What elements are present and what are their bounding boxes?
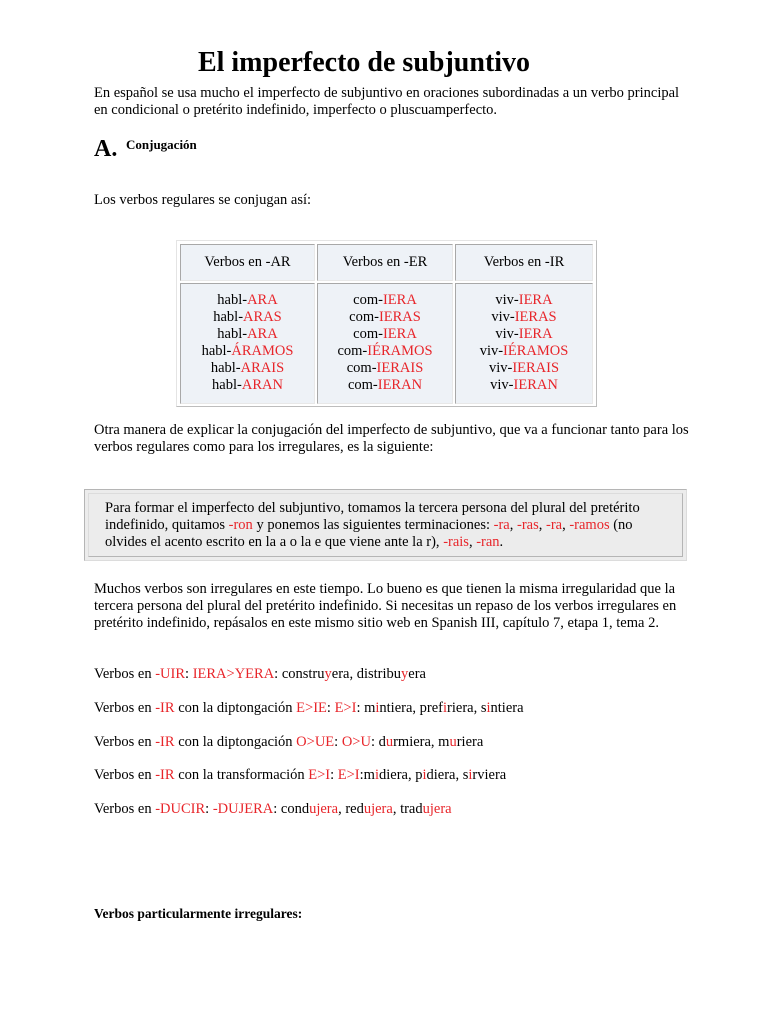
text-segment: Para formar el imperfecto del subjuntivo, tomamos la tercera persona del plural del pretérito indefinido, quitamos <box>105 500 640 533</box>
conjugation-form <box>318 360 452 377</box>
conjugation-form <box>456 360 592 377</box>
text-segment: Verbos en <box>94 700 156 716</box>
text-segment: (no olvides el acento escrito en la a o la e que viene ante la r), <box>105 517 633 550</box>
alternative-explanation-paragraph: Otra manera de explicar la conjugación del imperfecto de subjuntivo, que va a funcionar tanto para los verbos regulares como para los irregulares, es la siguiente: <box>94 422 689 455</box>
text-segment: : <box>330 767 338 783</box>
text-segment: Verbos en <box>94 666 156 682</box>
text-segment: diera, s <box>426 767 469 783</box>
conjugation-form <box>318 343 452 360</box>
verb-ending: IERA <box>518 326 553 342</box>
particularly-irregular-heading: Verbos particularmente irregulares: <box>94 906 303 921</box>
highlight-text: O>UE <box>296 734 335 750</box>
conjugation-form <box>181 326 314 343</box>
verb-stem: viv- <box>491 309 515 325</box>
conjugation-table <box>176 240 597 407</box>
text-segment: era, distribu <box>331 666 402 682</box>
text-segment: : d <box>370 734 386 750</box>
text-segment: : <box>334 734 342 750</box>
page-title: El imperfecto de subjuntivo <box>197 47 531 78</box>
conjugation-form <box>181 360 314 377</box>
highlight-text: -IR <box>155 700 175 716</box>
section-a-letter: A. <box>94 136 118 162</box>
text-segment: diera, p <box>378 767 423 783</box>
highlight-text: u <box>385 734 394 750</box>
highlight-text: i <box>375 700 380 716</box>
highlight-text: -ras <box>516 517 539 533</box>
verb-stem: com- <box>346 360 377 376</box>
verb-stem: com- <box>347 377 378 393</box>
verb-ending: IERA <box>382 292 417 308</box>
text-segment: ntiera, pref <box>379 700 444 716</box>
verb-stem: viv- <box>495 292 519 308</box>
highlight-text: -ran <box>476 534 500 550</box>
verb-stem: com- <box>337 343 368 359</box>
conjugation-form <box>456 343 592 360</box>
highlight-text: -DUCIR <box>155 801 206 817</box>
verb-ending: IERA <box>382 326 417 342</box>
highlight-text: y <box>401 666 409 682</box>
conjugation-form <box>181 377 314 394</box>
highlight-text: -ra <box>493 517 510 533</box>
verb-ending: ARA <box>247 326 278 342</box>
highlight-text: -ron <box>228 517 253 533</box>
text-segment: era <box>408 666 426 682</box>
highlight-text: ujera <box>363 801 393 817</box>
text-segment: , <box>509 517 517 533</box>
table-header-ar: Verbos en -AR <box>180 244 315 281</box>
text-segment: : cond <box>273 801 310 817</box>
text-segment: , <box>468 534 477 550</box>
section-a-title: Conjugación <box>126 137 197 152</box>
highlight-text: u <box>449 734 457 750</box>
conjugation-form <box>318 309 452 326</box>
text-segment: rmiera, m <box>393 734 450 750</box>
verb-ending: ARAN <box>241 377 283 393</box>
verb-stem: habl- <box>217 326 248 342</box>
verb-ending: IÉRAMOS <box>503 343 569 359</box>
text-segment: : <box>185 666 193 682</box>
highlight-text: -IR <box>155 767 175 783</box>
highlight-text: i <box>443 700 448 716</box>
conjugation-form <box>181 343 314 360</box>
text-segment: riera, s <box>447 700 487 716</box>
verb-ending: IERAN <box>513 377 558 393</box>
verb-stem: habl- <box>210 360 241 376</box>
text-segment: : <box>205 801 213 817</box>
verb-stem: com- <box>353 292 383 308</box>
highlight-text: ujera <box>309 801 339 817</box>
highlight-text: E>I <box>337 767 360 783</box>
verb-ending: IERAS <box>378 309 421 325</box>
verb-ending: IERAS <box>514 309 557 325</box>
highlight-text: E>I <box>334 700 357 716</box>
text-segment: y ponemos las siguientes terminaciones: <box>252 517 494 533</box>
verb-ending: IERA <box>518 292 553 308</box>
text-segment: rviera <box>472 767 507 783</box>
text-segment: . <box>499 534 504 550</box>
verb-stem: viv- <box>479 343 504 359</box>
regular-verbs-intro: Los verbos regulares se conjugan así: <box>94 192 312 208</box>
text-segment: con la diptongación <box>174 734 297 750</box>
verb-stem: habl- <box>201 343 232 359</box>
verb-ending: IERAIS <box>512 360 560 376</box>
conjugation-form <box>181 292 314 309</box>
conjugation-form <box>456 292 592 309</box>
conjugation-form <box>181 309 314 326</box>
highlight-text: -DUJERA <box>212 801 274 817</box>
table-header-ir: Verbos en -IR <box>455 244 593 281</box>
highlight-text: y <box>324 666 332 682</box>
verb-ending: ÁRAMOS <box>231 343 294 359</box>
text-segment: , trad <box>392 801 423 817</box>
highlight-text: i <box>374 767 379 783</box>
verb-ending: IERAN <box>377 377 423 393</box>
verb-ending: ARA <box>247 292 278 308</box>
verb-ending: ARAIS <box>240 360 285 376</box>
conjugation-form <box>456 326 592 343</box>
verb-stem: com- <box>349 309 379 325</box>
intro-paragraph: En español se usa mucho el imperfecto de subjuntivo en oraciones subordinadas a un verbo principal en condicional o pretérito indefinido, imperfecto o pluscuamperfecto. <box>94 85 680 118</box>
text-segment: : <box>326 700 335 716</box>
verb-ending: IERAIS <box>376 360 424 376</box>
highlight-text: -ramos <box>569 517 610 533</box>
highlight-text: O>U <box>341 734 371 750</box>
table-column-er <box>317 283 453 404</box>
conjugation-form <box>318 377 452 394</box>
highlight-text: i <box>486 700 491 716</box>
highlight-text: IERA>YERA <box>192 666 275 682</box>
highlight-text: -UIR <box>155 666 186 682</box>
text-segment: con la diptongación <box>174 700 297 716</box>
verb-stem: viv- <box>490 377 514 393</box>
verb-stem: viv- <box>488 360 513 376</box>
table-column-ir <box>455 283 593 404</box>
text-segment: riera <box>456 734 484 750</box>
rule-ir-o-ue <box>94 734 483 751</box>
highlight-text: E>I <box>308 767 331 783</box>
text-segment: Verbos en <box>94 801 156 817</box>
verb-stem: viv- <box>495 326 519 342</box>
rule-ducir <box>94 801 452 818</box>
text-segment: :m <box>359 767 375 783</box>
highlight-text: i <box>468 767 473 783</box>
highlight-text: i <box>422 767 427 783</box>
verb-stem: habl- <box>217 292 248 308</box>
highlight-text: -IR <box>155 734 175 750</box>
text-segment: Verbos en <box>94 767 156 783</box>
irregular-verbs-paragraph: Muchos verbos son irregulares en este tiempo. Lo bueno es que tienen la misma irregularidad que la tercera persona del plural del pretérito indefinido. Si necesitas un repaso de los verbos irregulares en pretérito indefinido, repásalos en este mismo sitio web en Spanish III, capítulo 7, etapa 1, tema 2. <box>94 581 677 631</box>
rule-ir-e-ie <box>94 700 524 717</box>
highlight-text: ujera <box>422 801 452 817</box>
table-header-er: Verbos en -ER <box>317 244 453 281</box>
conjugation-form <box>456 377 592 394</box>
formation-rule-box <box>84 489 687 561</box>
formation-rule-text <box>88 493 683 557</box>
highlight-text: -ra <box>545 517 563 533</box>
highlight-text: -rais <box>443 534 469 550</box>
text-segment: ntiera <box>490 700 524 716</box>
rule-uir <box>94 666 426 683</box>
highlight-text: E>IE <box>296 700 327 716</box>
text-segment: con la transformación <box>174 767 309 783</box>
text-segment: : constru <box>274 666 325 682</box>
text-segment: : m <box>356 700 376 716</box>
verb-ending: ARAS <box>243 309 282 325</box>
conjugation-form <box>318 326 452 343</box>
conjugation-form <box>456 309 592 326</box>
table-column-ar <box>180 283 315 404</box>
verb-ending: IÉRAMOS <box>367 343 433 359</box>
text-segment: Verbos en <box>94 734 156 750</box>
text-segment: , red <box>338 801 364 817</box>
conjugation-form <box>318 292 452 309</box>
text-segment: , <box>562 517 570 533</box>
rule-ir-e-i <box>94 767 506 784</box>
verb-stem: habl- <box>213 309 244 325</box>
verb-stem: com- <box>353 326 383 342</box>
verb-stem: habl- <box>212 377 242 393</box>
text-segment: , <box>538 517 546 533</box>
